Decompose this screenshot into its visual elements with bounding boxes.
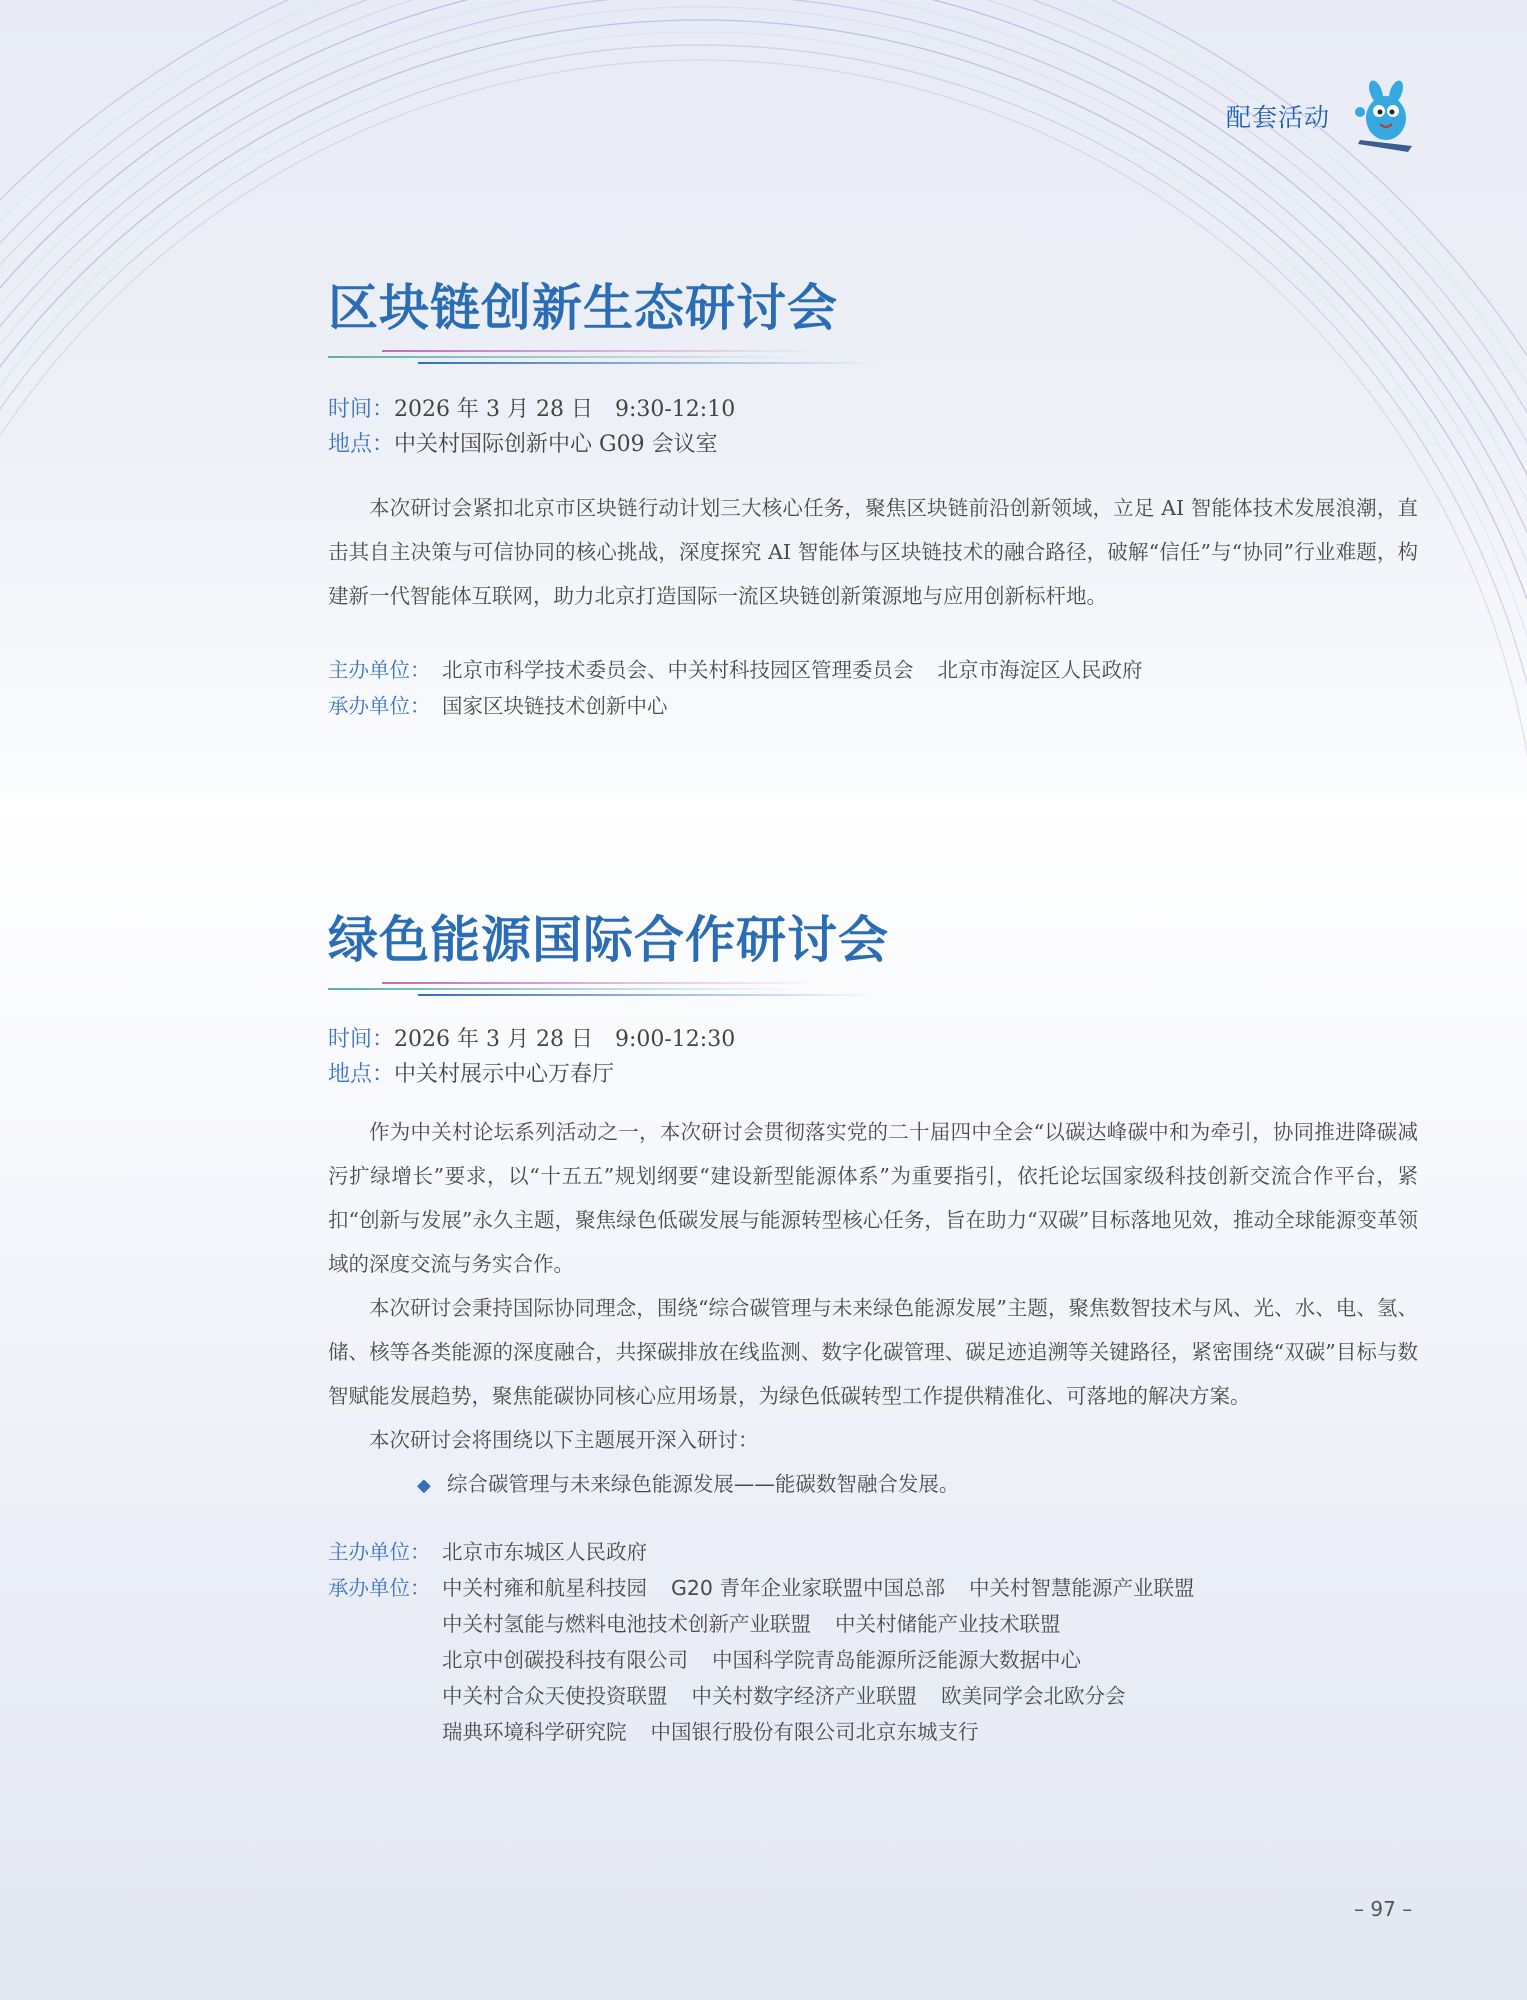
organizer-line [442, 1678, 1219, 1714]
host-row [328, 652, 1418, 688]
time-value: 2026 年 3 月 28 日 9:30-12:10 [394, 397, 736, 422]
organizer-item: 中关村氢能与燃料电池技术创新产业联盟 [442, 1612, 811, 1636]
event-description [328, 486, 1418, 618]
host-row [328, 1534, 1418, 1570]
event-title: 绿色能源国际合作研讨会 [328, 910, 889, 969]
organizers-block [328, 1534, 1418, 1750]
page-number: – 97 – [1354, 1897, 1413, 1921]
diamond-bullet-icon: ◆ [417, 1475, 431, 1496]
title-divider [328, 348, 1418, 368]
organizer-item: G20 青年企业家联盟中国总部 [671, 1576, 945, 1600]
place-row [328, 427, 1418, 462]
organizer-item: 中关村数字经济产业联盟 [691, 1684, 917, 1708]
paragraph: 本次研讨会将围绕以下主题展开深入研讨： [369, 1428, 759, 1452]
title-divider [328, 980, 1418, 1000]
organizer-item: 瑞典环境科学研究院 [442, 1720, 627, 1744]
host-label: 主办单位： [328, 658, 431, 682]
host-item: 北京市海淀区人民政府 [937, 658, 1143, 682]
host-item: 北京市东城区人民政府 [442, 1540, 647, 1564]
organizers-block [328, 652, 1418, 724]
paragraph: 本次研讨会紧扣北京市区块链行动计划三大核心任务，聚焦区块链前沿创新领域，立足 AI 智能体技术发展浪潮，直击其自主决策与可信协同的核心挑战，深度探究 AI 智能体与区块链技术的融合路径，破解“信任”与“协同”行业难题，构建新一代智能体互联网，助力北京打造国际一流区块链创新策源地与应用创新标杆地。 [328, 496, 1418, 608]
time-value: 2026 年 3 月 28 日 9:00-12:30 [394, 1027, 736, 1052]
organizer-item: 中关村储能产业技术联盟 [835, 1612, 1061, 1636]
host-label: 主办单位： [328, 1540, 431, 1564]
topic-bullet [328, 1462, 1418, 1508]
mascot-icon [1350, 78, 1420, 158]
place-value: 中关村展示中心万春厅 [394, 1062, 615, 1087]
place-row [328, 1057, 1418, 1092]
place-value: 中关村国际创新中心 G09 会议室 [394, 432, 718, 457]
time-label: 时间： [328, 397, 395, 422]
paragraph: 作为中关村论坛系列活动之一，本次研讨会贯彻落实党的二十届四中全会“以碳达峰碳中和为牵引，协同推进降碳减污扩绿增长”要求，以“十五五”规划纲要“建设新型能源体系”为重要指引，依托论坛国家级科技创新交流合作平台，紧扣“创新与发展”永久主题，聚焦绿色低碳发展与能源转型核心任务，旨在助力“双碳”目标落地见效，推动全球能源变革领域的深度交流与务实合作。 [328, 1120, 1418, 1276]
organizer-item: 中关村智慧能源产业联盟 [969, 1576, 1195, 1600]
host-item: 北京市科学技术委员会、中关村科技园区管理委员会 [442, 658, 914, 682]
organizer-line [442, 1606, 1219, 1642]
event-green-energy [328, 910, 1418, 1750]
organizer-line [442, 1570, 1219, 1606]
event-description [328, 1110, 1418, 1508]
event-blockchain [328, 278, 1418, 724]
section-tag: 配套活动 [1226, 103, 1331, 132]
event-title: 区块链创新生态研讨会 [328, 278, 838, 337]
event-meta [328, 1022, 1418, 1092]
organizer-row [328, 1570, 1418, 1750]
place-label: 地点： [328, 432, 395, 457]
event-meta [328, 392, 1418, 462]
organizer-item: 中关村雍和航星科技园 [442, 1576, 647, 1600]
organizer-item: 北京中创碳投科技有限公司 [442, 1648, 688, 1672]
organizer-row [328, 688, 1418, 724]
organizer-line [442, 1714, 1219, 1750]
organizer-item: 中关村合众天使投资联盟 [442, 1684, 668, 1708]
time-label: 时间： [328, 1027, 395, 1052]
place-label: 地点： [328, 1062, 395, 1087]
organizer-line [442, 1642, 1219, 1678]
organizer-item: 欧美同学会北欧分会 [941, 1684, 1126, 1708]
topic-text: 综合碳管理与未来绿色能源发展——能碳数智融合发展。 [446, 1472, 960, 1496]
organizer-item: 中国银行股份有限公司北京东城支行 [650, 1720, 979, 1744]
paragraph: 本次研讨会秉持国际协同理念，围绕“综合碳管理与未来绿色能源发展”主题，聚焦数智技术与风、光、水、电、氢、储、核等各类能源的深度融合，共探碳排放在线监测、数字化碳管理、碳足迹追溯等关键路径，紧密围绕“双碳”目标与数智赋能发展趋势，聚焦能碳协同核心应用场景，为绿色低碳转型工作提供精准化、可落地的解决方案。 [328, 1296, 1418, 1408]
organizer-item: 国家区块链技术创新中心 [442, 694, 668, 718]
time-row [328, 392, 1418, 427]
organizer-label: 承办单位： [328, 694, 431, 718]
organizer-item: 中国科学院青岛能源所泛能源大数据中心 [712, 1648, 1081, 1672]
organizer-label: 承办单位： [328, 1576, 431, 1600]
time-row [328, 1022, 1418, 1057]
